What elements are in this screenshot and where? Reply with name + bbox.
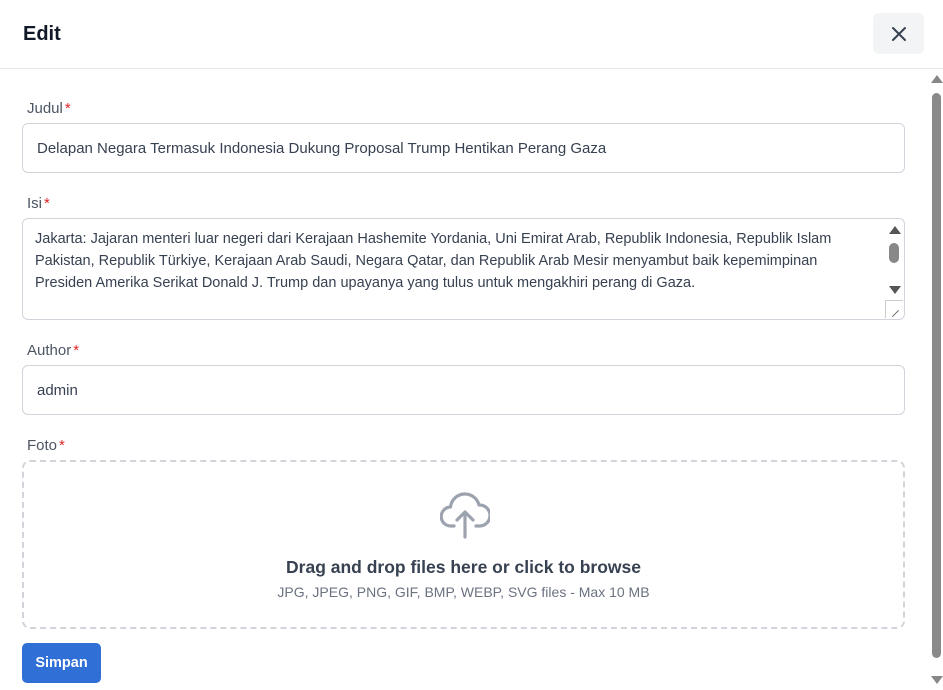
close-icon [891, 26, 907, 42]
foto-dropzone[interactable] [22, 460, 905, 629]
modal-body [0, 69, 930, 690]
required-mark: * [64, 100, 71, 117]
save-button[interactable]: Simpan [22, 643, 101, 683]
modal-scrollbar[interactable] [930, 69, 943, 690]
judul-label: Judul * [27, 100, 71, 117]
isi-label: Isi * [27, 195, 50, 212]
resize-handle-icon[interactable] [885, 300, 903, 318]
isi-textarea[interactable] [22, 218, 905, 320]
required-mark: * [44, 195, 50, 212]
required-mark: * [59, 437, 65, 454]
scroll-down-icon[interactable] [889, 286, 901, 294]
scroll-up-icon[interactable] [931, 75, 943, 83]
author-label: Author * [27, 342, 80, 359]
dropzone-subtitle: JPG, JPEG, PNG, GIF, BMP, WEBP, SVG files - Max 10 MB [277, 584, 650, 600]
foto-label: Foto * [27, 437, 65, 454]
scroll-thumb[interactable] [932, 93, 941, 658]
cloud-upload-icon [440, 488, 490, 540]
required-mark: * [73, 342, 80, 359]
close-button[interactable] [873, 13, 924, 54]
modal-header [0, 0, 943, 69]
modal-title: Edit [23, 23, 61, 45]
isi-text: Jakarta: Jajaran menteri luar negeri dari Kerajaan Hashemite Yordania, Uni Emirat Arab, Republik Indonesia, Republik Islam Pakistan, Republik Türkiye, Kerajaan Arab Saudi, Negara Qatar, dan Republik Arab Mesir menyambut baik kepemimpinan Presiden Amerika Serikat Donald J. Trump dan upayanya yang tulus untuk mengakhiri perang di Gaza. [35, 231, 832, 291]
judul-input[interactable] [22, 123, 905, 173]
scroll-down-icon[interactable] [931, 676, 943, 684]
scroll-thumb[interactable] [889, 243, 899, 263]
author-input[interactable] [22, 365, 905, 415]
dropzone-title: Drag and drop files here or click to browse [286, 557, 641, 577]
scroll-up-icon[interactable] [889, 226, 901, 234]
